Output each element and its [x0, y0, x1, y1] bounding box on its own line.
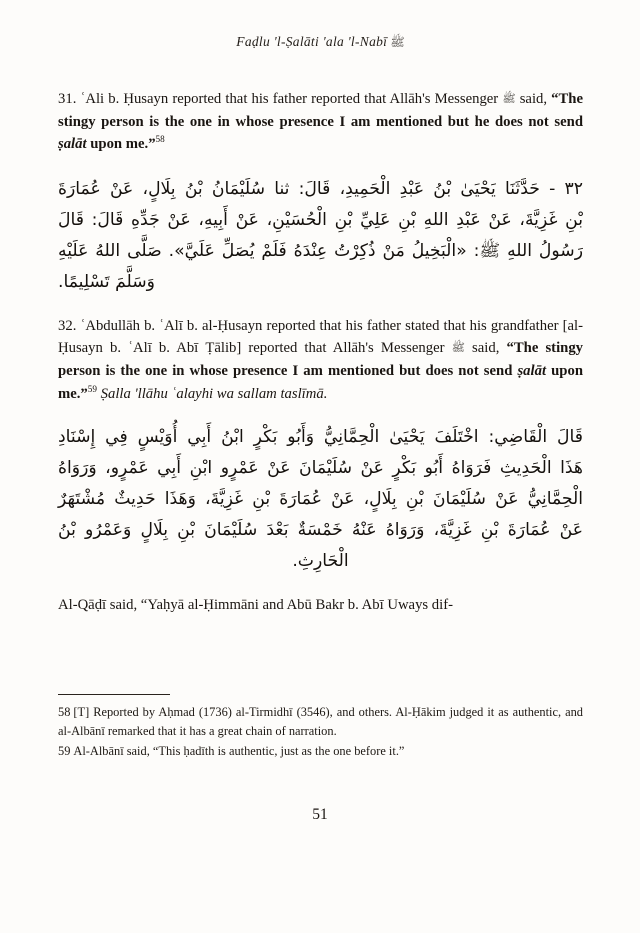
- hadith-32-tail-italic: Ṣalla 'llāhu ʿalayhi wa sallam taslīmā.: [96, 385, 328, 402]
- hadith-31-number: 31.: [58, 91, 77, 107]
- hadith-32-quote-a: “The stingy person is the one in whose presence I am mentioned but does not send: [58, 340, 584, 379]
- arabic-line: الْحِمَّانِيُّ عَنْ سُلَيْمَانَ بْنِ بِلَالٍ، عَنْ عُمَارَةَ بْنِ غَزِيَّةَ، وَهَذَا حَدِيثٌ مُشْتَهَرٌ: [58, 489, 583, 510]
- arabic-line: بْنِ غَزِيَّةَ، عَنْ عَبْدِ اللهِ بْنِ عَلِيِّ بْنِ الْحُسَيْنِ، عَنْ أَبِيهِ، عَنْ جَدِّهِ قَالَ: قَالَ: [58, 209, 583, 230]
- arabic-line: قَالَ الْقَاضِي: اخْتَلَفَ يَحْيَىٰ الْحِمَّانِيُّ وَأَبُو بَكْرٍ ابْنُ أَبِي أُوَيْسٍ فِي إِسْنَادِ: [58, 427, 583, 448]
- footnote-text: Al-Albānī said, “This ḥadīth is authentic, just as the one before it.”: [73, 744, 405, 759]
- footnote-text: [T] Reported by Aḥmad (1736) al-Tirmidhī (3546), and others. Al-Ḥākim judged it as authentic, and al-Albānī remarked that it has a great chain of narration.: [58, 705, 583, 739]
- footnote-item: [58, 742, 583, 761]
- footnote-number: 59: [58, 744, 71, 759]
- sallallahu-alayhi-wa-sallam-icon: ﷺ: [451, 342, 465, 355]
- footnote-marker-59: 59: [87, 383, 97, 394]
- footnote-marker-58: 58: [155, 134, 165, 145]
- hadith-32-quote-italic: ṣalāt: [517, 362, 547, 379]
- running-header-title: Faḍlu 'l-Ṣalāti 'ala 'l-Nabī: [236, 34, 388, 49]
- hadith-31-paragraph: [58, 88, 583, 156]
- hadith-31-lead: ʿAli b. Ḥusayn reported that his father reported that Allāh's Messenger: [76, 91, 503, 107]
- qadi-paragraph: Al-Qāḍī said, “Yaḥyā al-Ḥimmāni and Abū Bakr b. Abī Uways dif-: [58, 597, 454, 614]
- page-content: [58, 88, 583, 617]
- footnote-number: 58: [58, 705, 71, 719]
- hadith-32-paragraph: [58, 315, 583, 405]
- arabic-block-hadith-32: [58, 174, 583, 298]
- page-number: 51: [312, 806, 328, 823]
- footnote-item: [58, 703, 583, 741]
- hadith-32-lead: ʿAbdullāh b. ʿAlī b. al-Ḥusayn reported that his father stated that his grandfather [al-Ḥusayn b. ʿAlī b. Abī Ṭālib] reported that Allāh's Messenger: [58, 317, 583, 357]
- arabic-line: عَنْ عُمَارَةَ بْنِ غَزِيَّةَ، وَرَوَاهُ عَنْهُ خَمْسَةٌ بَعْدَ سُلَيْمَانَ بْنِ بِلَالٍ وَعَمْرُو بْنُ: [58, 520, 583, 541]
- sallallahu-alayhi-wa-sallam-icon: ﷺ: [502, 93, 516, 105]
- footnote-separator-rule: [58, 694, 170, 695]
- hadith-32-quote-b: upon me.”: [58, 362, 583, 402]
- hadith-31-said: said,: [515, 91, 552, 107]
- hadith-32-number: 32.: [58, 317, 77, 334]
- hadith-31-quote-b: upon me.”: [86, 136, 156, 153]
- arabic-line: هَذَا الْحَدِيثِ فَرَوَاهُ أَبُو بَكْرٍ عَنْ سُلَيْمَانَ عَنْ عَمْرٍو ابْنِ أَبِي عَمْرٍو، وَرَوَاهُ: [58, 458, 583, 479]
- arabic-line: ٣٢ - حَدَّثَنَا يَحْيَىٰ بْنُ عَبْدِ الْحَمِيدِ، قَالَ: ثنا سُلَيْمَانُ بْنُ بِلَالٍ، عَنْ عُمَارَةَ: [58, 178, 583, 199]
- running-header: [58, 34, 583, 52]
- arabic-line: وَسَلَّمَ تَسْلِيمًا.: [58, 271, 155, 292]
- arabic-block-qadi: [58, 422, 583, 577]
- hadith-31-quote-italic: ṣalāt: [58, 136, 87, 153]
- footnote-section: [58, 694, 583, 762]
- sallallahu-alayhi-wa-sallam-icon: ﷺ: [390, 35, 405, 49]
- hadith-31-quote-a: “The stingy person is the one in whose presence I am mentioned but he does not send: [58, 91, 583, 130]
- hadith-32-said: said,: [464, 340, 507, 357]
- arabic-line: رَسُولُ اللهِ ﷺ: «الْبَخِيلُ مَنْ ذُكِرْتُ عِنْدَهُ فَلَمْ يُصَلِّ عَلَيَّ». صَلَّى اللهُ عَلَيْهِ: [58, 240, 583, 261]
- arabic-line: الْحَارِثِ.: [292, 551, 349, 572]
